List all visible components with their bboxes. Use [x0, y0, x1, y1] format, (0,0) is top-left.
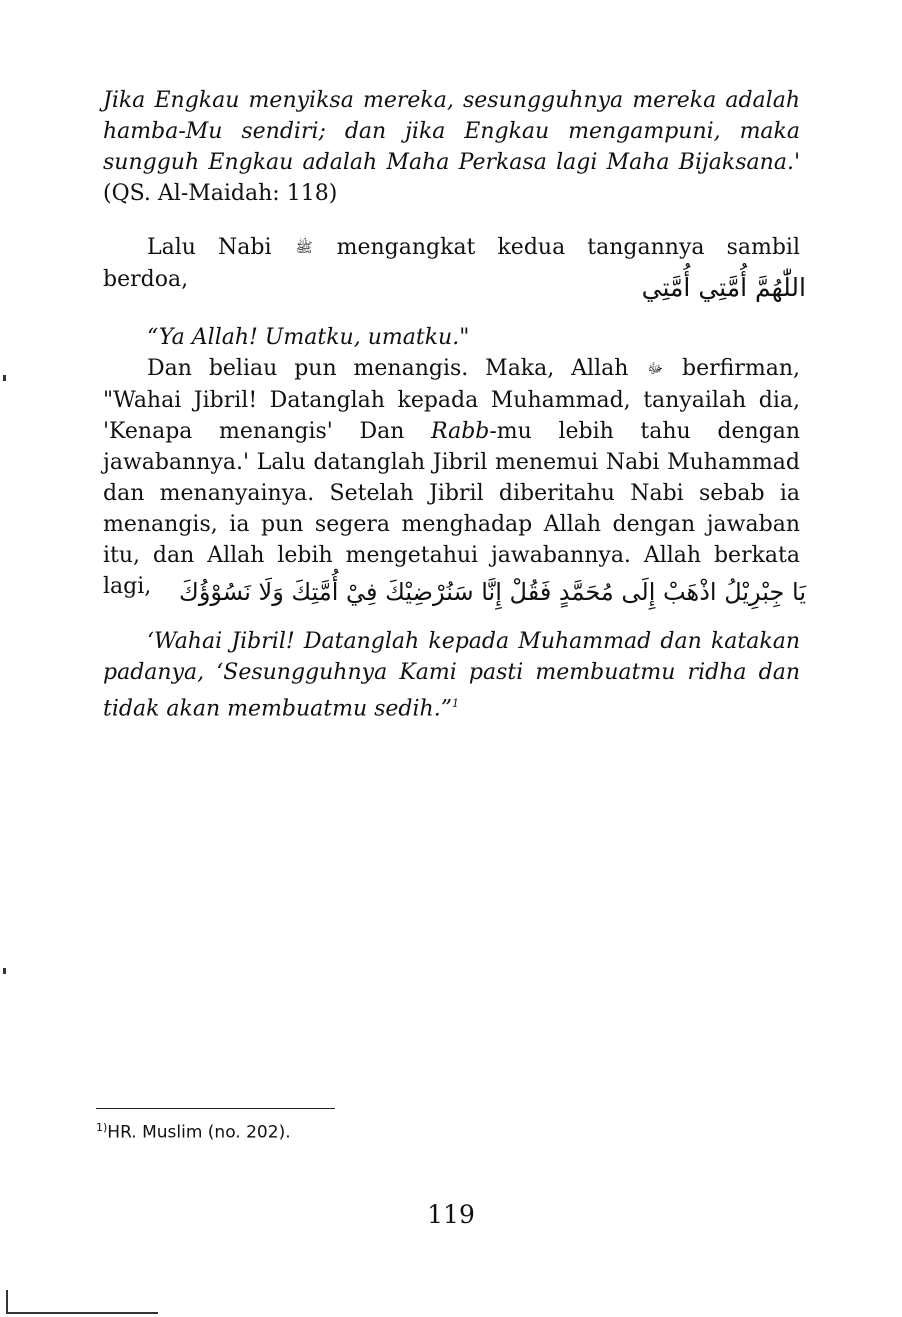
narration-paragraph	[103, 353, 800, 602]
page-number: 119	[427, 1200, 475, 1229]
salawat-symbol-icon: ﷺ	[295, 240, 313, 256]
scan-edge-mark	[6, 1290, 8, 1314]
prayer-intro-after: mengangkat kedua tangannya sambil berdoa,	[103, 235, 800, 292]
footnote-text: HR. Muslim (no. 202).	[107, 1122, 291, 1143]
scan-edge-mark	[8, 1312, 158, 1314]
prayer-intro-before: Lalu Nabi	[147, 235, 272, 260]
prayer-translation: “Ya Allah! Umatku, umatku."	[147, 325, 470, 350]
footnote	[96, 1116, 291, 1145]
scan-edge-mark	[3, 375, 6, 381]
narration-part-a: Dan beliau pun menangis. Maka, Allah	[147, 356, 629, 381]
jalla-jalaluhu-symbol-icon: ﷻ	[647, 361, 664, 377]
footnote-marker: 1)	[96, 1121, 108, 1134]
rabb-term: Rabb	[431, 419, 490, 444]
quote-text: Jika Engkau menyiksa mereka, sesungguhnya mereka adalah hamba-Mu sendiri; dan jika Engkau mengampuni, maka sungguh Engkau adalah Maha Perkasa lagi Maha Bijaksana.	[103, 88, 800, 175]
quote-citation: ' (QS. Al-Maidah: 118)	[103, 150, 800, 206]
scan-edge-mark	[3, 968, 6, 974]
footnote-reference: 1	[451, 697, 459, 710]
divine-speech-translation	[103, 626, 800, 724]
arabic-prayer: اللّٰهُمَّ أُمَّتِي أُمَّتِي	[641, 273, 806, 302]
narration-part-b: berfirman, "Wahai Jibril! Datanglah kepada Muhammad, tanyailah dia, 'Kenapa menangis' Dan	[103, 356, 800, 444]
translation-text: ‘Wahai Jibril! Datanglah kepada Muhammad dan katakan padanya, ‘Sesungguhnya Kami pasti membuatmu ridha dan tidak akan membuatmu sedih.”	[103, 629, 800, 722]
quran-quote-paragraph	[103, 85, 800, 209]
narration-part-c: -mu lebih tahu dengan jawabannya.' Lalu datanglah Jibril menemui Nabi Muhammad dan menanyainya. Setelah Jibril diberitahu Nabi sebab ia menangis, ia pun segera menghadap Allah dengan jawaban itu, dan Allah lebih mengetahui jawabannya. Allah berkata lagi,	[103, 419, 800, 599]
arabic-divine-speech: يَا جِبْرِيْلُ اذْهَبْ إِلَى مُحَمَّدٍ فَقُلْ إِنَّا سَنُرْضِيْكَ فِيْ أُمَّتِكَ وَلَا نَسُوْؤُكَ	[179, 578, 806, 606]
footnote-divider	[96, 1108, 335, 1109]
